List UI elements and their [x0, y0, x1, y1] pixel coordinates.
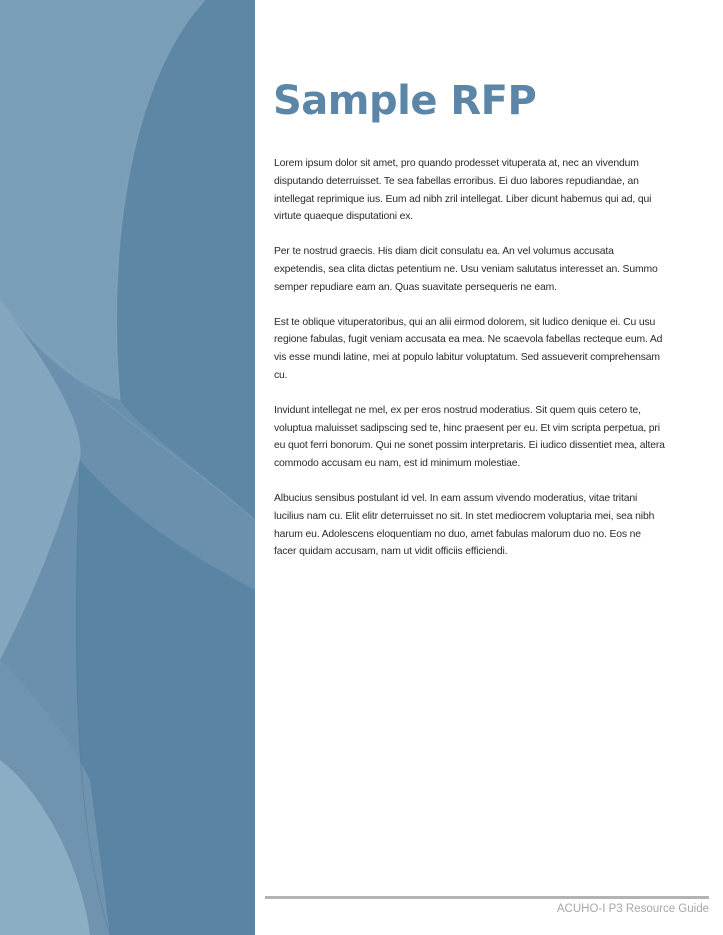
decorative-curves-graphic	[0, 0, 255, 935]
footer-divider	[265, 896, 709, 899]
body-paragraph: Invidunt intellegat ne mel, ex per eros nostrud moderatius. Sit quem quis cetero te, voluptua maluisset sadipscing sed te, hinc praesent per eu. Et vim scripta perpetua, pri eu quot ferri bonorum. Qui ne sonet possim interpretaris. Ei iudico dissentiet mea, altera commodo accusam eu nam, est id minimum molestiae.	[274, 404, 665, 470]
page-title: Sample RFP	[273, 78, 537, 124]
body-paragraph: Est te oblique vituperatoribus, qui an alii eirmod dolorem, sit ludico denique ei. Cu usu regione fabulas, fugit veniam accusata ea mea. Ne scaevola fabellas recteque eum. Ad vis esse mundi latine, mei at populo labitur voluptatum. Sed assueverit comprehensam cu.	[274, 316, 663, 381]
body-paragraph: Per te nostrud graecis. His diam dicit consulatu ea. An vel volumus accusata expetendis, sea clita dictas petentium ne. Usu veniam salutatus interesset an. Summo semper repudiare eam an. Quas suavitate persequeris ne eam.	[274, 246, 658, 293]
footer-text: ACUHO-I P3 Resource Guide	[556, 903, 709, 915]
body-paragraph: Albucius sensibus postulant id vel. In eam assum vivendo moderatius, vitae tritani lucilius nam cu. Elit elitr deterruisset no sit. In stet mediocrem voluptaria mei, sea nibh harum eu. Adolescens eloquentiam no duo, amet fabulas malorum duo no. Eos ne facer quidam accusam, nam ut vidit officiis efficiendi.	[274, 492, 655, 558]
body-text	[274, 155, 666, 578]
body-paragraph: Lorem ipsum dolor sit amet, pro quando prodesset vituperata at, nec an vivendum disputando deterruisset. Te sea fabellas erroribus. Ei duo labores repudiandae, an intellegat reprimique ius. Eum ad nibh zril intellegat. Liber dicunt habemus qui ad, qui virtute quaeque disputationi ex.	[274, 158, 652, 223]
decorative-side-panel	[0, 0, 255, 935]
